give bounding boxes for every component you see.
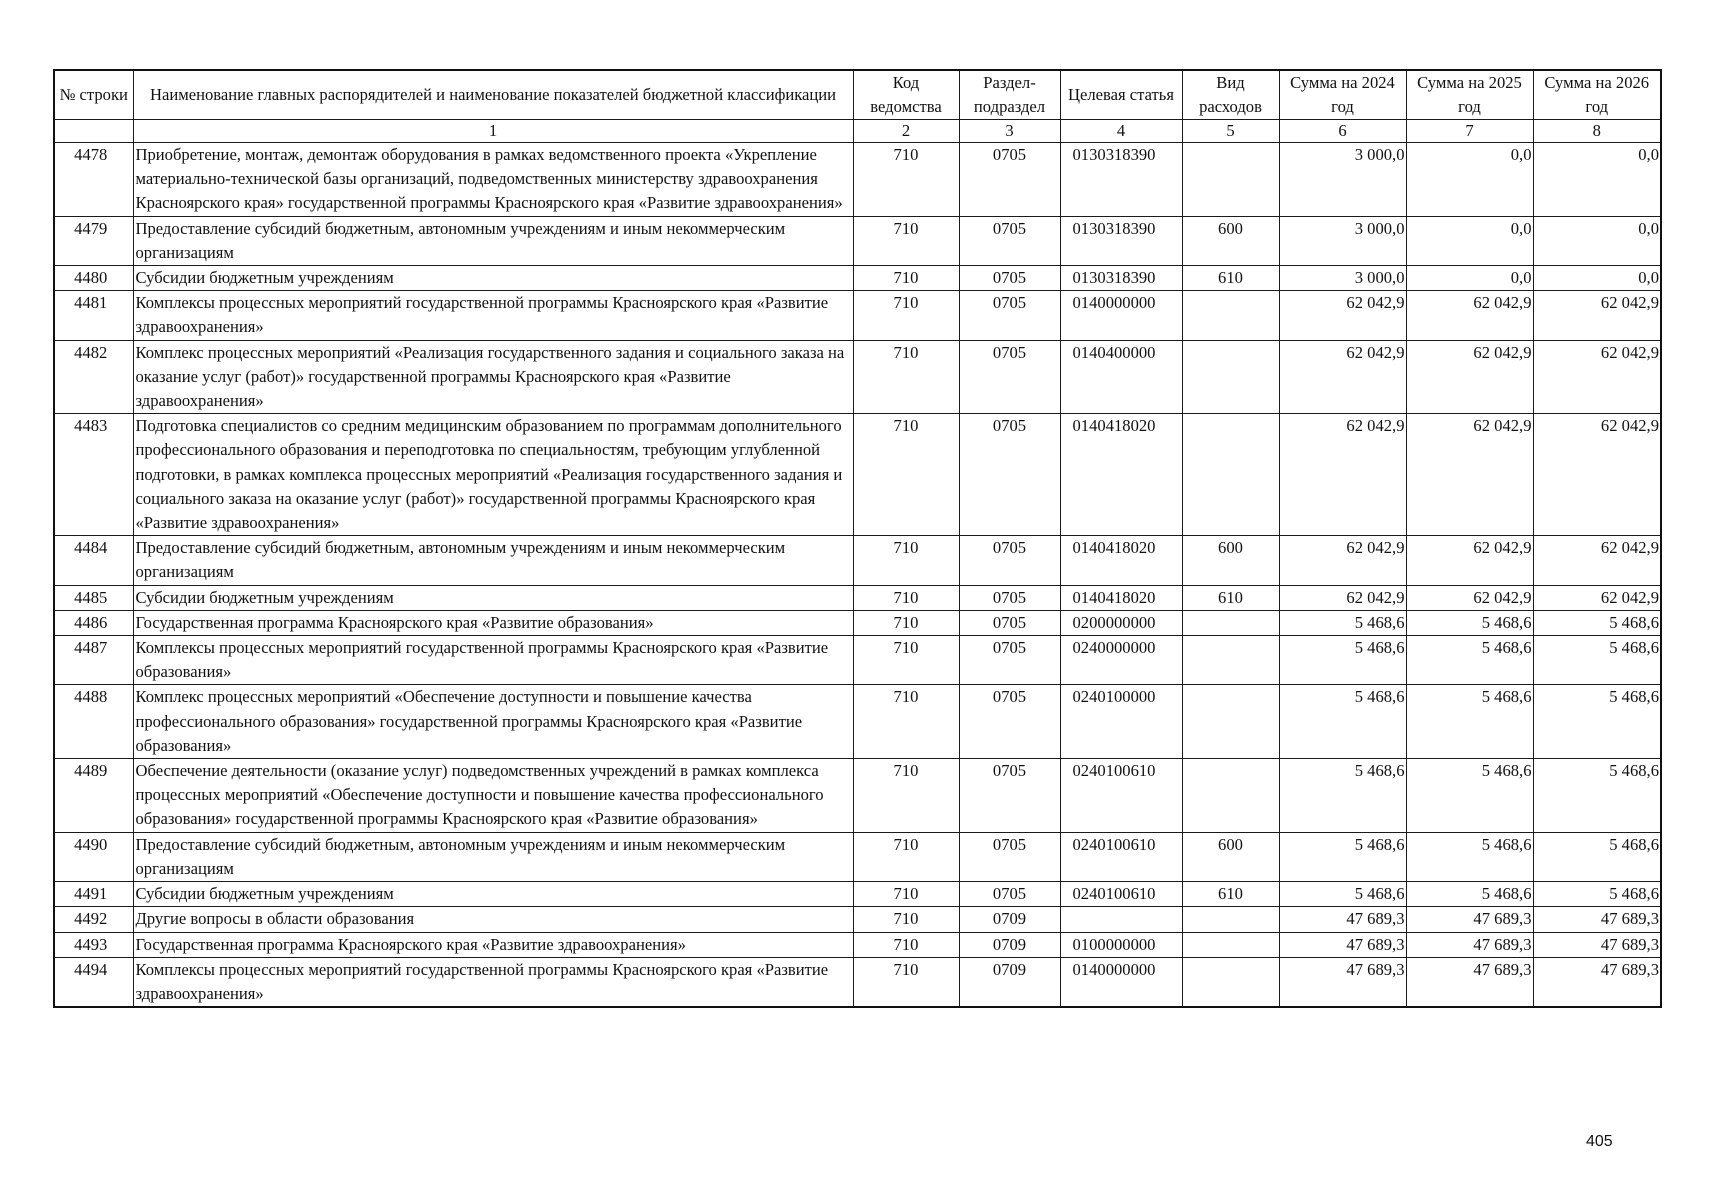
row-expense-type: 600	[1182, 832, 1279, 881]
row-sum-2025: 62 042,9	[1406, 340, 1533, 414]
row-expense-type	[1182, 759, 1279, 833]
row-target-item: 0200000000	[1060, 610, 1182, 635]
row-expense-type: 600	[1182, 536, 1279, 585]
row-sum-2026: 62 042,9	[1533, 585, 1661, 610]
row-sum-2026: 5 468,6	[1533, 832, 1661, 881]
table-row	[54, 216, 1661, 265]
row-department-code: 710	[853, 932, 959, 957]
row-number: 4492	[54, 907, 133, 932]
row-sum-2025: 5 468,6	[1406, 832, 1533, 881]
row-sum-2025: 62 042,9	[1406, 291, 1533, 340]
table-row	[54, 932, 1661, 957]
row-sum-2026: 0,0	[1533, 143, 1661, 217]
header-name: Наименование главных распорядителей и наименование показателей бюджетной классификации	[133, 70, 853, 120]
row-target-item: 0240100000	[1060, 685, 1182, 759]
row-target-item: 0140400000	[1060, 340, 1182, 414]
row-expense-type	[1182, 932, 1279, 957]
table-row	[54, 536, 1661, 585]
row-sum-2026: 0,0	[1533, 266, 1661, 291]
column-number: 8	[1533, 120, 1661, 143]
row-expense-type	[1182, 957, 1279, 1007]
row-sum-2026: 5 468,6	[1533, 636, 1661, 685]
row-department-code: 710	[853, 216, 959, 265]
row-section: 0705	[959, 636, 1060, 685]
row-number: 4490	[54, 832, 133, 881]
row-name: Другие вопросы в области образования	[133, 907, 853, 932]
row-sum-2026: 5 468,6	[1533, 685, 1661, 759]
row-expense-type: 600	[1182, 216, 1279, 265]
row-section: 0705	[959, 832, 1060, 881]
header-sum-2025: Сумма на 2025 год	[1406, 70, 1533, 120]
row-number: 4482	[54, 340, 133, 414]
row-sum-2025: 0,0	[1406, 266, 1533, 291]
row-target-item: 0140000000	[1060, 957, 1182, 1007]
row-sum-2025: 5 468,6	[1406, 685, 1533, 759]
row-target-item: 0140418020	[1060, 585, 1182, 610]
row-sum-2026: 5 468,6	[1533, 882, 1661, 907]
row-section: 0705	[959, 759, 1060, 833]
row-sum-2025: 5 468,6	[1406, 759, 1533, 833]
row-name: Предоставление субсидий бюджетным, автономным учреждениям и иным некоммерческим организациям	[133, 536, 853, 585]
row-expense-type	[1182, 636, 1279, 685]
header-target-item: Целевая статья	[1060, 70, 1182, 120]
table-row	[54, 957, 1661, 1007]
table-row	[54, 414, 1661, 536]
row-number: 4480	[54, 266, 133, 291]
row-number: 4488	[54, 685, 133, 759]
row-number: 4494	[54, 957, 133, 1007]
column-number: 2	[853, 120, 959, 143]
row-target-item: 0100000000	[1060, 932, 1182, 957]
table-row	[54, 610, 1661, 635]
row-sum-2024: 62 042,9	[1279, 585, 1406, 610]
row-expense-type	[1182, 414, 1279, 536]
row-sum-2026: 62 042,9	[1533, 291, 1661, 340]
row-department-code: 710	[853, 266, 959, 291]
row-name: Комплекс процессных мероприятий «Реализация государственного задания и социального заказа на оказание услуг (работ)» государственной программы Красноярского края «Развитие здравоохранения»	[133, 340, 853, 414]
table-row	[54, 685, 1661, 759]
row-section: 0705	[959, 340, 1060, 414]
row-sum-2024: 5 468,6	[1279, 685, 1406, 759]
table-row	[54, 266, 1661, 291]
row-sum-2025: 62 042,9	[1406, 585, 1533, 610]
row-sum-2026: 47 689,3	[1533, 932, 1661, 957]
header-row	[54, 70, 1661, 120]
row-section: 0709	[959, 932, 1060, 957]
row-target-item: 0140418020	[1060, 536, 1182, 585]
row-expense-type: 610	[1182, 882, 1279, 907]
row-section: 0705	[959, 585, 1060, 610]
row-expense-type	[1182, 143, 1279, 217]
row-number: 4484	[54, 536, 133, 585]
row-sum-2024: 62 042,9	[1279, 291, 1406, 340]
row-sum-2026: 0,0	[1533, 216, 1661, 265]
column-number	[54, 120, 133, 143]
row-department-code: 710	[853, 759, 959, 833]
row-department-code: 710	[853, 585, 959, 610]
row-section: 0705	[959, 291, 1060, 340]
row-target-item: 0130318390	[1060, 216, 1182, 265]
row-name: Комплексы процессных мероприятий государственной программы Красноярского края «Развитие здравоохранения»	[133, 291, 853, 340]
row-name: Субсидии бюджетным учреждениям	[133, 585, 853, 610]
table-row	[54, 143, 1661, 217]
row-sum-2026: 47 689,3	[1533, 957, 1661, 1007]
row-section: 0709	[959, 907, 1060, 932]
row-section: 0705	[959, 414, 1060, 536]
header-row-number: № строки	[54, 70, 133, 120]
row-target-item: 0140418020	[1060, 414, 1182, 536]
row-sum-2024: 5 468,6	[1279, 636, 1406, 685]
table-row	[54, 340, 1661, 414]
row-section: 0705	[959, 216, 1060, 265]
row-department-code: 710	[853, 414, 959, 536]
row-sum-2024: 5 468,6	[1279, 882, 1406, 907]
table-row	[54, 882, 1661, 907]
row-department-code: 710	[853, 636, 959, 685]
row-department-code: 710	[853, 340, 959, 414]
row-target-item: 0130318390	[1060, 266, 1182, 291]
row-number: 4481	[54, 291, 133, 340]
row-department-code: 710	[853, 610, 959, 635]
row-expense-type	[1182, 340, 1279, 414]
budget-table-sheet	[53, 69, 1660, 1008]
row-department-code: 710	[853, 143, 959, 217]
row-target-item: 0130318390	[1060, 143, 1182, 217]
row-sum-2025: 47 689,3	[1406, 907, 1533, 932]
table-body	[54, 143, 1661, 1008]
row-name: Государственная программа Красноярского края «Развитие образования»	[133, 610, 853, 635]
row-section: 0705	[959, 536, 1060, 585]
table-row	[54, 907, 1661, 932]
row-sum-2024: 62 042,9	[1279, 340, 1406, 414]
row-sum-2024: 5 468,6	[1279, 610, 1406, 635]
page-number: 405	[1586, 1133, 1613, 1150]
header-expense-type: Вид расходов	[1182, 70, 1279, 120]
row-expense-type	[1182, 907, 1279, 932]
row-sum-2026: 62 042,9	[1533, 536, 1661, 585]
row-target-item: 0140000000	[1060, 291, 1182, 340]
row-number: 4491	[54, 882, 133, 907]
table-row	[54, 585, 1661, 610]
row-expense-type	[1182, 610, 1279, 635]
row-sum-2025: 5 468,6	[1406, 882, 1533, 907]
column-number: 5	[1182, 120, 1279, 143]
row-sum-2024: 47 689,3	[1279, 957, 1406, 1007]
row-name: Комплексы процессных мероприятий государственной программы Красноярского края «Развитие образования»	[133, 636, 853, 685]
row-number: 4493	[54, 932, 133, 957]
row-sum-2025: 62 042,9	[1406, 414, 1533, 536]
column-number: 4	[1060, 120, 1182, 143]
row-department-code: 710	[853, 882, 959, 907]
header-section: Раздел-подраздел	[959, 70, 1060, 120]
budget-table	[53, 69, 1662, 1008]
column-number: 1	[133, 120, 853, 143]
row-department-code: 710	[853, 536, 959, 585]
row-name: Подготовка специалистов со средним медицинским образованием по программам дополнительного профессионального образования и переподготовка по специальностям, требующим углубленной подготовки, в рамках комплекса процессных мероприятий «Реализация государственного задания и социального заказа на оказание услуг (работ)» государственной программы Красноярского края «Развитие здравоохранения»	[133, 414, 853, 536]
row-name: Комплексы процессных мероприятий государственной программы Красноярского края «Развитие здравоохранения»	[133, 957, 853, 1007]
row-sum-2025: 0,0	[1406, 216, 1533, 265]
table-row	[54, 636, 1661, 685]
row-section: 0709	[959, 957, 1060, 1007]
row-name: Комплекс процессных мероприятий «Обеспечение доступности и повышение качества профессионального образования» государственной программы Красноярского края «Развитие образования»	[133, 685, 853, 759]
row-sum-2024: 47 689,3	[1279, 932, 1406, 957]
column-number: 3	[959, 120, 1060, 143]
row-sum-2025: 62 042,9	[1406, 536, 1533, 585]
row-sum-2026: 5 468,6	[1533, 610, 1661, 635]
row-sum-2024: 62 042,9	[1279, 536, 1406, 585]
row-number: 4485	[54, 585, 133, 610]
row-target-item: 0240100610	[1060, 759, 1182, 833]
row-sum-2024: 47 689,3	[1279, 907, 1406, 932]
row-section: 0705	[959, 610, 1060, 635]
header-sum-2026: Сумма на 2026 год	[1533, 70, 1661, 120]
row-department-code: 710	[853, 685, 959, 759]
row-number: 4487	[54, 636, 133, 685]
row-section: 0705	[959, 266, 1060, 291]
row-sum-2025: 5 468,6	[1406, 636, 1533, 685]
row-number: 4486	[54, 610, 133, 635]
row-sum-2025: 5 468,6	[1406, 610, 1533, 635]
table-row	[54, 291, 1661, 340]
row-sum-2024: 5 468,6	[1279, 759, 1406, 833]
row-name: Предоставление субсидий бюджетным, автономным учреждениям и иным некоммерческим организациям	[133, 832, 853, 881]
column-number-row	[54, 120, 1661, 143]
row-department-code: 710	[853, 832, 959, 881]
row-name: Субсидии бюджетным учреждениям	[133, 882, 853, 907]
row-sum-2024: 3 000,0	[1279, 143, 1406, 217]
row-sum-2025: 47 689,3	[1406, 932, 1533, 957]
row-target-item: 0240100610	[1060, 832, 1182, 881]
row-target-item	[1060, 907, 1182, 932]
row-number: 4479	[54, 216, 133, 265]
row-sum-2024: 5 468,6	[1279, 832, 1406, 881]
row-sum-2025: 47 689,3	[1406, 957, 1533, 1007]
row-target-item: 0240100610	[1060, 882, 1182, 907]
column-number: 6	[1279, 120, 1406, 143]
row-name: Предоставление субсидий бюджетным, автономным учреждениям и иным некоммерческим организациям	[133, 216, 853, 265]
row-name: Субсидии бюджетным учреждениям	[133, 266, 853, 291]
row-expense-type	[1182, 685, 1279, 759]
row-department-code: 710	[853, 291, 959, 340]
row-sum-2026: 62 042,9	[1533, 340, 1661, 414]
row-sum-2026: 62 042,9	[1533, 414, 1661, 536]
row-name: Обеспечение деятельности (оказание услуг) подведомственных учреждений в рамках комплекса процессных мероприятий «Обеспечение доступности и повышение качества профессионального образования» государственной программы Красноярского края «Развитие образования»	[133, 759, 853, 833]
table-row	[54, 832, 1661, 881]
row-department-code: 710	[853, 907, 959, 932]
header-department-code: Код ведомства	[853, 70, 959, 120]
row-expense-type: 610	[1182, 585, 1279, 610]
row-section: 0705	[959, 685, 1060, 759]
row-target-item: 0240000000	[1060, 636, 1182, 685]
row-name: Приобретение, монтаж, демонтаж оборудования в рамках ведомственного проекта «Укрепление материально-технической базы организаций, подведомственных министерству здравоохранения Красноярского края» государственной программы Красноярского края «Развитие здравоохранения»	[133, 143, 853, 217]
header-sum-2024: Сумма на 2024 год	[1279, 70, 1406, 120]
row-sum-2024: 62 042,9	[1279, 414, 1406, 536]
row-sum-2026: 5 468,6	[1533, 759, 1661, 833]
table-row	[54, 759, 1661, 833]
row-number: 4489	[54, 759, 133, 833]
row-section: 0705	[959, 143, 1060, 217]
row-sum-2025: 0,0	[1406, 143, 1533, 217]
row-expense-type	[1182, 291, 1279, 340]
row-expense-type: 610	[1182, 266, 1279, 291]
column-number: 7	[1406, 120, 1533, 143]
row-department-code: 710	[853, 957, 959, 1007]
row-number: 4483	[54, 414, 133, 536]
row-sum-2026: 47 689,3	[1533, 907, 1661, 932]
row-number: 4478	[54, 143, 133, 217]
row-section: 0705	[959, 882, 1060, 907]
row-sum-2024: 3 000,0	[1279, 266, 1406, 291]
row-sum-2024: 3 000,0	[1279, 216, 1406, 265]
row-name: Государственная программа Красноярского края «Развитие здравоохранения»	[133, 932, 853, 957]
